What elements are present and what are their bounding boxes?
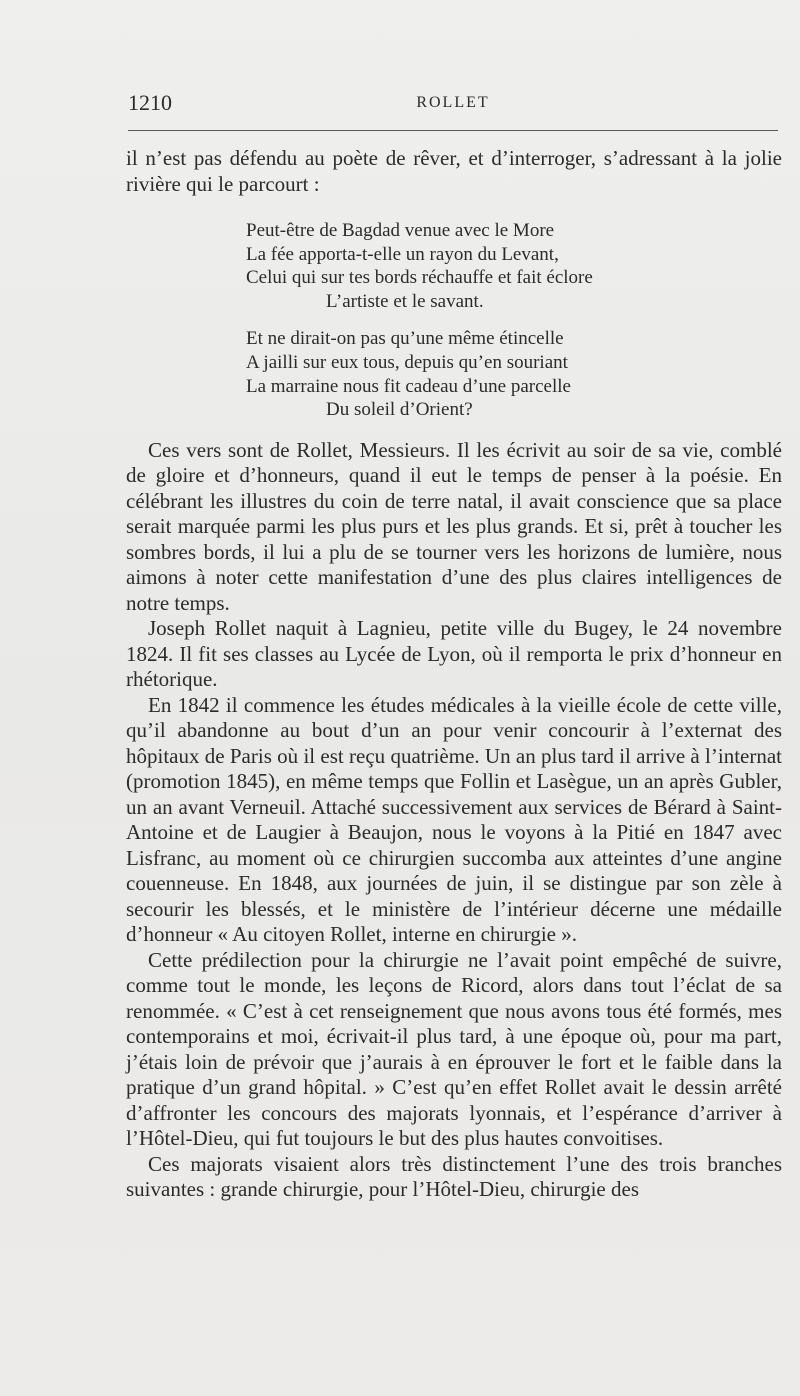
poem-stanza-1 <box>246 219 782 313</box>
paragraph: En 1842 il commence les études médicales à la vieille école de cette ville, qu’il abandonne au bout d’un an pour venir concourir à l’externat des hôpitaux de Paris où il est reçu quatrième. Un an plus tard il arrive à l’internat (promotion 1845), en même temps que Follin et Lasègue, un an après Gubler, un an avant Verneuil. Attaché successivement aux services de Bérard à Saint-Antoine et de Laugier à Beaujon, nous le voyons à la Pitié en 1847 avec Lisfranc, au moment où ce chirurgien succomba aux atteintes d’une angine couenneuse. En 1848, aux journées de juin, il se distingue par son zèle à secourir les blessés, et le ministère de l’intérieur décerne une médaille d’honneur « Au citoyen Rollet, interne en chirurgie ». <box>126 692 782 947</box>
poem-stanza-2 <box>246 327 782 421</box>
poem-line: Celui qui sur tes bords réchauffe et fait éclore <box>246 267 593 289</box>
body-text <box>126 146 782 1203</box>
poem-line: Et ne dirait-on pas qu’une même étincelle <box>246 328 564 350</box>
poem-line: Du soleil d’Orient? <box>326 399 473 421</box>
paragraph: Ces majorats visaient alors très distinctement l’une des trois branches suivantes : grande chirurgie, pour l’Hôtel-Dieu, chirurgie des <box>126 1151 782 1202</box>
page-header <box>128 90 778 120</box>
header-rule <box>128 130 778 131</box>
paragraph: Ces vers sont de Rollet, Messieurs. Il les écrivit au soir de sa vie, comblé de gloire et d’honneurs, quand il eut le temps de penser à la poésie. En célébrant les illustres du coin de terre natal, il avait conscience que sa place serait marquée parmi les plus purs et les plus grands. Et si, prêt à toucher les sombres bords, il lui a plu de se tourner vers les horizons de lumière, nous aimons à noter cette manifestation d’une des plus claires intelligences de notre temps. <box>126 437 782 615</box>
poem-line: La marraine nous fit cadeau d’une parcelle <box>246 375 571 397</box>
poem-line: L’artiste et le savant. <box>326 290 484 312</box>
poem-line: La fée apporta-t-elle un rayon du Levant, <box>246 243 559 265</box>
running-title: ROLLET <box>416 94 490 111</box>
page-number: 1210 <box>128 90 172 115</box>
intro-paragraph: il n’est pas défendu au poète de rêver, et d’interroger, s’adressant à la jolie rivière qui le parcourt : <box>126 146 782 196</box>
paragraph: Cette prédilection pour la chirurgie ne l’avait point empêché de suivre, comme tout le monde, les leçons de Ricord, alors dans tout l’éclat de sa renommée. « C’est à cet renseignement que nous avons tous été formés, mes contemporains et moi, écrivait-il plus tard, à une époque où, pour ma part, j’étais loin de prévoir que j’aurais à en éprouver le fort et le faible dans la pratique d’un grand hôpital. » C’est qu’en effet Rollet avait le dessin arrêté d’affronter les concours des majorats lyonnais, et l’espérance d’arriver à l’Hôtel-Dieu, qui fut toujours le but des plus hautes convoitises. <box>126 947 782 1151</box>
paragraph: Joseph Rollet naquit à Lagnieu, petite ville du Bugey, le 24 novembre 1824. Il fit ses classes au Lycée de Lyon, où il remporta le prix d’honneur en rhétorique. <box>126 616 782 692</box>
poem-line: Peut-être de Bagdad venue avec le More <box>246 220 555 241</box>
poem-line: A jailli sur eux tous, depuis qu’en souriant <box>246 351 568 373</box>
